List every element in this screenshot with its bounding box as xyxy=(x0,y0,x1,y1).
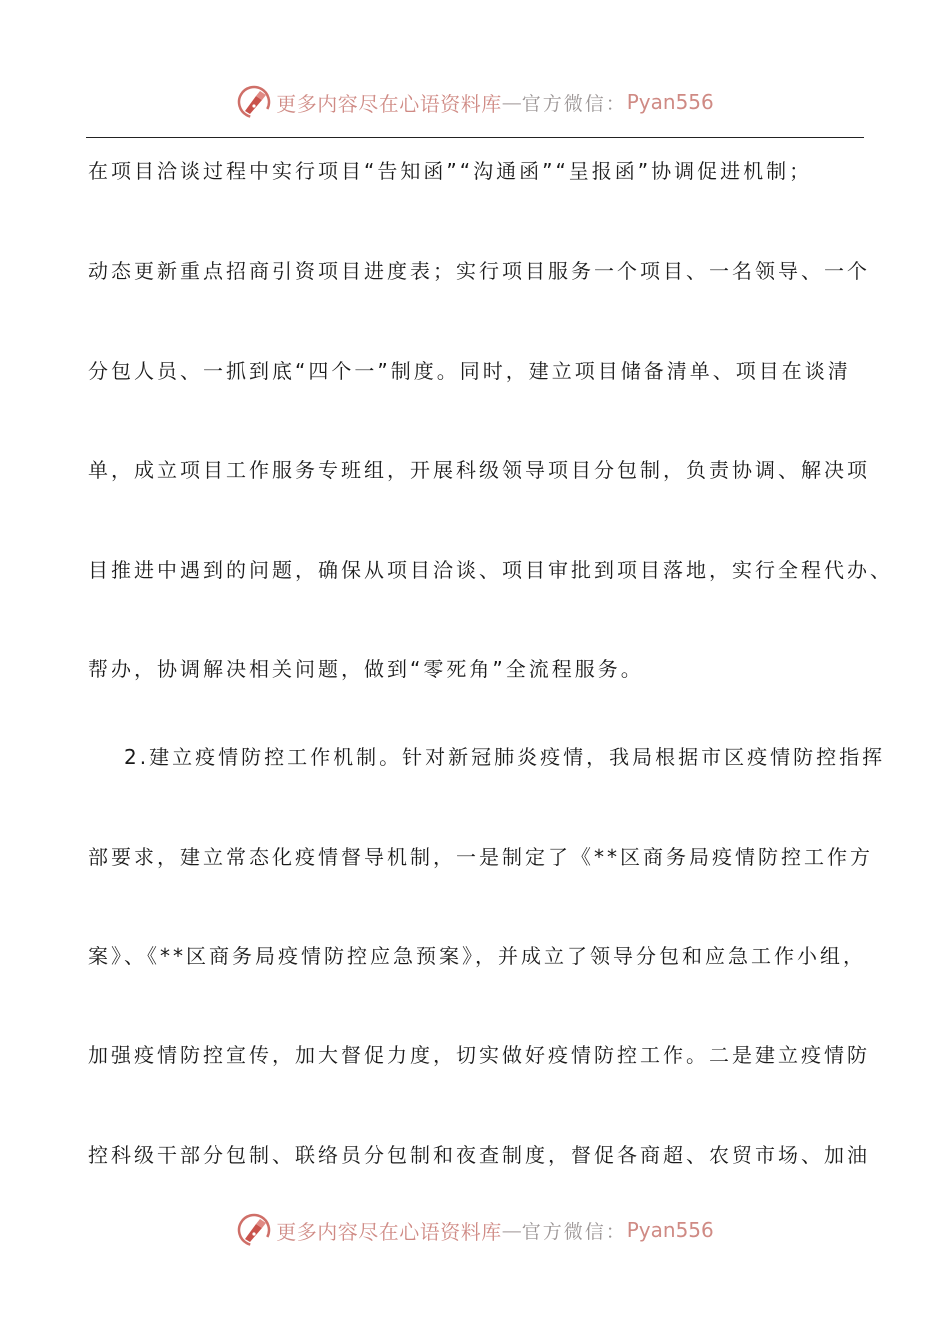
header-separator: — xyxy=(501,90,522,114)
body-line: 案》、《**区商务局疫情防控应急预案》，并成立了领导分包和应急工作小组， xyxy=(88,944,866,968)
body-line: 目推进中遇到的问题，确保从项目洽谈、项目审批到项目落地，实行全程代办、 xyxy=(88,558,893,582)
body-line: 动态更新重点招商引资项目进度表；实行项目服务一个项目、一名领导、一个 xyxy=(88,259,870,283)
body-line: 单，成立项目工作服务专班组，开展科级领导项目分包制，负责协调、解决项 xyxy=(88,458,870,482)
body-line: 在项目洽谈过程中实行项目“告知函”“沟通函”“呈报函”协调促进机制； xyxy=(88,159,813,183)
body-line: 分包人员、一抓到底“四个一”制度。同时，建立项目储备清单、项目在谈清 xyxy=(88,359,851,383)
footer-separator: — xyxy=(501,1218,522,1242)
footer-watermark xyxy=(0,1210,950,1250)
pen-nib-icon xyxy=(236,1212,272,1248)
header-wechat-id: Pyan556 xyxy=(626,90,714,114)
footer-wechat-id: Pyan556 xyxy=(626,1218,714,1242)
body-line: 加强疫情防控宣传，加大督促力度，切实做好疫情防控工作。二是建立疫情防 xyxy=(88,1043,870,1067)
footer-wechat-label: 官方微信： xyxy=(521,1220,627,1243)
body-line: 2.建立疫情防控工作机制。针对新冠肺炎疫情，我局根据市区疫情防控指挥 xyxy=(124,745,886,769)
header-watermark xyxy=(0,82,950,122)
header-rule xyxy=(86,137,864,138)
footer-site-text: 更多内容尽在心语资料库 xyxy=(276,1219,502,1244)
header-site-text: 更多内容尽在心语资料库 xyxy=(276,91,502,116)
body-line: 帮办，协调解决相关问题，做到“零死角”全流程服务。 xyxy=(88,657,644,681)
body-line: 部要求，建立常态化疫情督导机制，一是制定了《**区商务局疫情防控工作方 xyxy=(88,845,873,869)
header-wechat-label: 官方微信： xyxy=(521,92,627,115)
pen-nib-icon xyxy=(236,84,272,120)
body-line: 控科级干部分包制、联络员分包制和夜查制度，督促各商超、农贸市场、加油 xyxy=(88,1143,870,1167)
